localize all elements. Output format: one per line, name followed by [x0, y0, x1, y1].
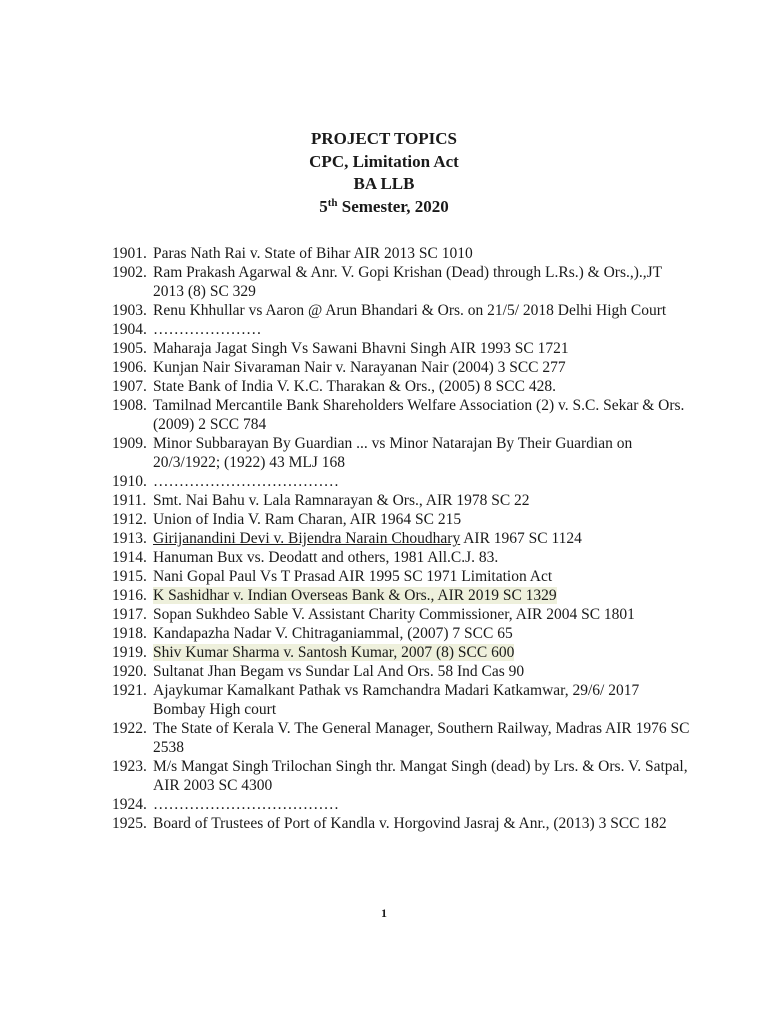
- topic-number: 1903.: [112, 302, 147, 319]
- topic-number: 1920.: [112, 663, 147, 680]
- topic-number: 1905.: [112, 340, 147, 357]
- topic-number: 1906.: [112, 359, 147, 376]
- topic-item: [112, 244, 692, 263]
- topic-text: The State of Kerala V. The General Manager, Southern Railway, Madras AIR 1976 SC 2538: [153, 720, 690, 756]
- topic-text: State Bank of India V. K.C. Tharakan & Ors., (2005) 8 SCC 428.: [153, 378, 556, 395]
- topic-number: 1913.: [112, 530, 147, 547]
- topic-number: 1915.: [112, 568, 147, 585]
- topic-item: [112, 472, 692, 491]
- semester-line: [0, 196, 768, 219]
- topic-number: 1917.: [112, 606, 147, 623]
- topic-text: Hanuman Bux vs. Deodatt and others, 1981 All.C.J. 83.: [153, 549, 499, 566]
- topic-number: 1907.: [112, 378, 147, 395]
- topic-item: [112, 719, 692, 757]
- topic-text: M/s Mangat Singh Trilochan Singh thr. Mangat Singh (dead) by Lrs. & Ors. V. Satpal, AIR 2003 SC 4300: [153, 758, 688, 794]
- topic-item: [112, 510, 692, 529]
- subject-line: CPC, Limitation Act: [309, 151, 459, 171]
- topic-number: 1923.: [112, 758, 147, 775]
- topic-item: [112, 377, 692, 396]
- topic-item: [112, 662, 692, 681]
- topic-item: [112, 795, 692, 814]
- semester-number: 5: [319, 196, 328, 216]
- topic-text: Nani Gopal Paul Vs T Prasad AIR 1995 SC 1971 Limitation Act: [153, 568, 553, 585]
- topic-text: Sopan Sukhdeo Sable V. Assistant Charity Commissioner, AIR 2004 SC 1801: [153, 606, 635, 623]
- topic-link-text: Girijanandini Devi v. Bijendra Narain Choudhary: [153, 530, 461, 547]
- topic-text: Tamilnad Mercantile Bank Shareholders Welfare Association (2) v. S.C. Sekar & Ors. (2009) 2 SCC 784: [153, 397, 685, 433]
- topic-highlighted-text: Shiv Kumar Sharma v. Santosh Kumar, 2007 (8) SCC 600: [153, 644, 515, 661]
- topic-text: Union of India V. Ram Charan, AIR 1964 SC 215: [153, 511, 462, 528]
- topic-item: [112, 643, 692, 662]
- topic-number: 1919.: [112, 644, 147, 661]
- topic-number: 1918.: [112, 625, 147, 642]
- topic-number: 1911.: [112, 492, 147, 509]
- topic-item: [112, 814, 692, 833]
- document-header: [0, 128, 768, 218]
- topic-item: [112, 339, 692, 358]
- topic-text: Kandapazha Nadar V. Chitraganiammal, (2007) 7 SCC 65: [153, 625, 513, 642]
- topic-number: 1909.: [112, 435, 147, 452]
- topic-item: [112, 434, 692, 472]
- topic-number: 1925.: [112, 815, 147, 832]
- semester-text: Semester, 2020: [337, 196, 449, 216]
- topic-text: Minor Subbarayan By Guardian ... vs Minor Natarajan By Their Guardian on 20/3/1922; (1922) 43 MLJ 168: [153, 435, 633, 471]
- topic-highlighted-text: K Sashidhar v. Indian Overseas Bank & Ors., AIR 2019 SC 1329: [153, 587, 557, 604]
- topic-number: 1912.: [112, 511, 147, 528]
- topic-item: [112, 529, 692, 548]
- topic-number: 1924.: [112, 796, 147, 813]
- topic-item: [112, 358, 692, 377]
- topic-item: [112, 757, 692, 795]
- topic-item: [112, 491, 692, 510]
- topic-item: [112, 681, 692, 719]
- topic-item: [112, 605, 692, 624]
- topic-item: [112, 263, 692, 301]
- topic-item: [112, 548, 692, 567]
- topic-number: 1908.: [112, 397, 147, 414]
- topic-text: AIR 1967 SC 1124: [460, 530, 582, 547]
- topic-item: [112, 567, 692, 586]
- topic-text: ………………………………: [153, 796, 339, 813]
- topic-number: 1910.: [112, 473, 147, 490]
- topic-text: Sultanat Jhan Begam vs Sundar Lal And Ors. 58 Ind Cas 90: [153, 663, 525, 680]
- page-number: 1: [381, 906, 387, 920]
- topic-text: Paras Nath Rai v. State of Bihar AIR 2013 SC 1010: [153, 245, 473, 262]
- topic-item: [112, 320, 692, 339]
- course-line: BA LLB: [353, 174, 415, 193]
- topic-text: Board of Trustees of Port of Kandla v. Horgovind Jasraj & Anr., (2013) 3 SCC 182: [153, 815, 667, 832]
- topic-item: [112, 301, 692, 320]
- topic-number: 1921.: [112, 682, 147, 699]
- topic-text: Smt. Nai Bahu v. Lala Ramnarayan & Ors., AIR 1978 SC 22: [153, 492, 530, 509]
- topic-number: 1904.: [112, 321, 147, 338]
- document-title: PROJECT TOPICS: [311, 129, 457, 148]
- topic-list: [112, 244, 692, 833]
- topic-item: [112, 396, 692, 434]
- semester-suffix: th: [327, 196, 338, 209]
- topic-text: …………………: [153, 321, 262, 338]
- topic-text: Ram Prakash Agarwal & Anr. V. Gopi Krishan (Dead) through L.Rs.) & Ors.,).,JT 2013 (8) SC 329: [153, 264, 662, 300]
- topic-number: 1916.: [112, 587, 147, 604]
- topic-number: 1901.: [112, 245, 147, 262]
- topic-item: [112, 624, 692, 643]
- topic-text: Renu Khhullar vs Aaron @ Arun Bhandari & Ors. on 21/5/ 2018 Delhi High Court: [153, 302, 667, 319]
- topic-item: [112, 586, 692, 605]
- topic-text: ………………………………: [153, 473, 339, 490]
- topic-number: 1902.: [112, 264, 147, 281]
- topic-number: 1914.: [112, 549, 147, 566]
- topic-text: Maharaja Jagat Singh Vs Sawani Bhavni Singh AIR 1993 SC 1721: [153, 340, 569, 357]
- topic-number: 1922.: [112, 720, 147, 737]
- topic-text: Kunjan Nair Sivaraman Nair v. Narayanan Nair (2004) 3 SCC 277: [153, 359, 566, 376]
- topic-text: Ajaykumar Kamalkant Pathak vs Ramchandra Madari Katkamwar, 29/6/ 2017 Bombay High court: [153, 682, 640, 718]
